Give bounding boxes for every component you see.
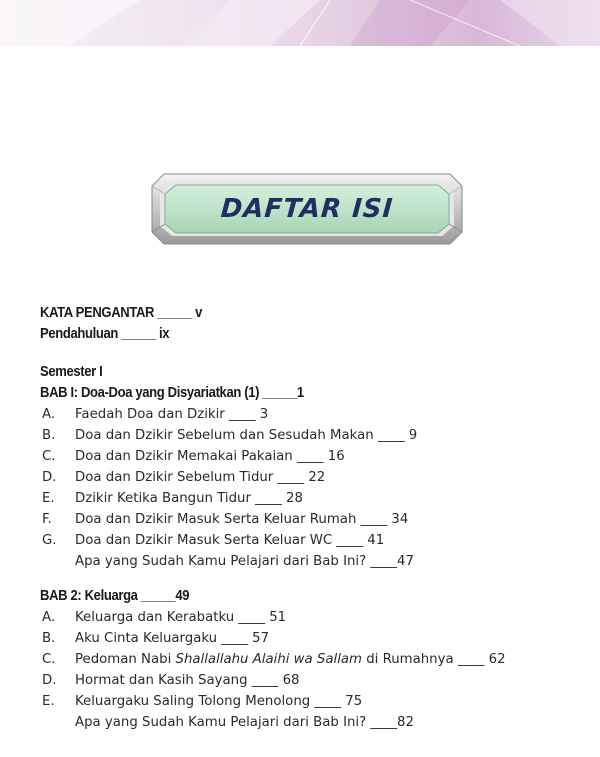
banner-pattern: [0, 0, 600, 46]
entry-text: Doa dan Dzikir Masuk Serta Keluar Rumah ____ 34: [75, 512, 409, 527]
table-of-contents: [40, 303, 580, 733]
toc-entry[interactable]: [40, 607, 580, 628]
toc-entry[interactable]: [40, 404, 580, 425]
entry-text-before: Pedoman Nabi: [75, 652, 176, 667]
entry-text: Apa yang Sudah Kamu Pelajari dari Bab Ini? ____47: [75, 554, 414, 569]
toc-entry[interactable]: [40, 425, 580, 446]
toc-entry[interactable]: [40, 691, 580, 712]
entry-text: Keluargaku Saling Tolong Menolong ____ 75: [75, 694, 363, 709]
entry-text: Aku Cinta Keluargaku ____ 57: [75, 631, 270, 646]
toc-entry-kata-pengantar[interactable]: KATA PENGANTAR _____ v: [40, 305, 203, 321]
entry-text: Doa dan Dzikir Sebelum Tidur ____ 22: [75, 470, 326, 485]
entry-letter: B.: [42, 428, 56, 443]
toc-entry[interactable]: [40, 530, 580, 551]
toc-entry[interactable]: [40, 670, 580, 691]
toc-entry[interactable]: [40, 467, 580, 488]
title-plaque: [150, 172, 464, 246]
entry-letter: D.: [42, 673, 57, 688]
toc-entry[interactable]: [40, 446, 580, 467]
semester-heading: Semester I: [40, 364, 103, 380]
toc-entry[interactable]: [40, 509, 580, 530]
entry-text: [75, 649, 506, 670]
toc-entry[interactable]: [40, 628, 580, 649]
toc-chapter-1-heading[interactable]: BAB I: Doa-Doa yang Disyariatkan (1) _____1: [40, 385, 304, 401]
entry-letter: B.: [42, 631, 56, 646]
entry-letter: C.: [42, 652, 56, 667]
toc-entry[interactable]: [40, 488, 580, 509]
entry-text: Doa dan Dzikir Masuk Serta Keluar WC ____ 41: [75, 533, 385, 548]
decorative-header-banner: [0, 0, 600, 46]
entry-letter: A.: [42, 407, 56, 422]
toc-chapter-2-heading[interactable]: BAB 2: Keluarga _____49: [40, 588, 190, 604]
entry-text: Apa yang Sudah Kamu Pelajari dari Bab Ini? ____82: [75, 715, 414, 730]
entry-letter: F.: [42, 512, 52, 527]
entry-text: Keluarga dan Kerabatku ____ 51: [75, 610, 287, 625]
entry-letter: A.: [42, 610, 56, 625]
page-title: DAFTAR ISI: [219, 194, 395, 224]
entry-text: Faedah Doa dan Dzikir ____ 3: [75, 407, 269, 422]
entry-letter: G.: [42, 533, 57, 548]
entry-letter: E.: [42, 694, 55, 709]
toc-entry-review[interactable]: [40, 712, 580, 733]
entry-letter: E.: [42, 491, 55, 506]
toc-entry-pendahuluan[interactable]: Pendahuluan _____ ix: [40, 326, 170, 342]
toc-entry[interactable]: [40, 649, 580, 670]
toc-entry-review[interactable]: [40, 551, 580, 572]
entry-text: Doa dan Dzikir Memakai Pakaian ____ 16: [75, 449, 345, 464]
entry-text: Hormat dan Kasih Sayang ____ 68: [75, 673, 300, 688]
entry-letter: D.: [42, 470, 57, 485]
entry-text-italic: Shallallahu Alaihi wa Sallam: [175, 652, 362, 667]
entry-letter: C.: [42, 449, 56, 464]
entry-text: Doa dan Dzikir Sebelum dan Sesudah Makan ____ 9: [75, 428, 418, 443]
entry-text-after: di Rumahnya ____ 62: [362, 652, 506, 667]
entry-text: Dzikir Ketika Bangun Tidur ____ 28: [75, 491, 303, 506]
